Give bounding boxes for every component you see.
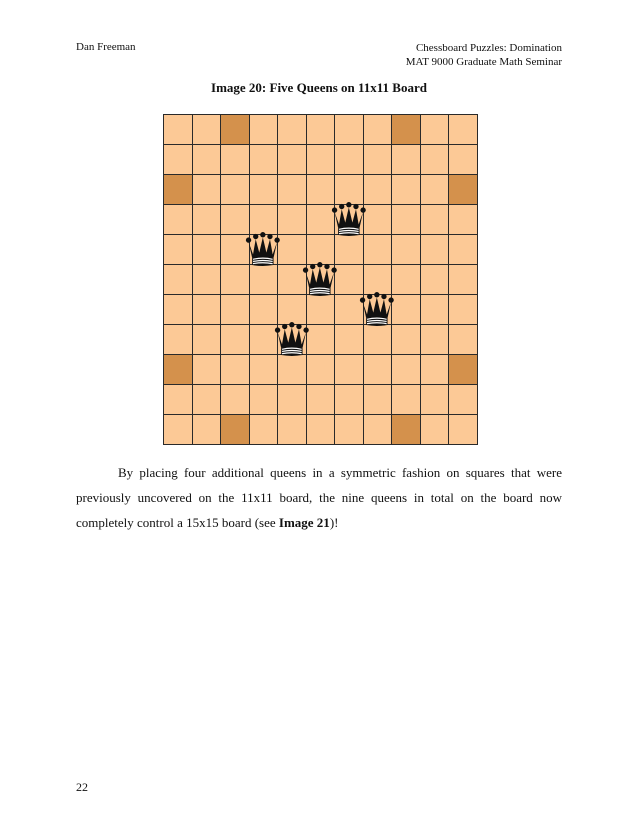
board-square-r9-c2	[220, 384, 250, 415]
chessboard	[163, 114, 477, 444]
board-square-r10-c5	[306, 414, 336, 445]
board-square-r9-c4	[277, 384, 307, 415]
board-square-r0-c2	[220, 114, 250, 145]
board-square-r2-c1	[192, 174, 222, 205]
board-square-r3-c0	[163, 204, 193, 235]
board-square-r0-c7	[363, 114, 393, 145]
board-square-r8-c9	[420, 354, 450, 385]
board-square-r8-c10	[448, 354, 478, 385]
board-square-r8-c2	[220, 354, 250, 385]
board-square-r10-c10	[448, 414, 478, 445]
board-square-r10-c1	[192, 414, 222, 445]
board-square-r1-c5	[306, 144, 336, 175]
header-right	[406, 41, 562, 69]
board-square-r10-c9	[420, 414, 450, 445]
board-square-r1-c8	[391, 144, 421, 175]
board-square-r6-c2	[220, 294, 250, 325]
board-square-r2-c10	[448, 174, 478, 205]
board-square-r1-c0	[163, 144, 193, 175]
black-queen-icon	[302, 261, 338, 297]
board-square-r1-c3	[249, 144, 279, 175]
board-square-r10-c7	[363, 414, 393, 445]
board-square-r7-c6	[334, 324, 364, 355]
board-square-r10-c0	[163, 414, 193, 445]
board-square-r6-c9	[420, 294, 450, 325]
board-square-r9-c5	[306, 384, 336, 415]
board-square-r8-c6	[334, 354, 364, 385]
board-square-r6-c5	[306, 294, 336, 325]
board-square-r7-c7	[363, 324, 393, 355]
board-square-r0-c6	[334, 114, 364, 145]
board-square-r1-c1	[192, 144, 222, 175]
board-square-r5-c9	[420, 264, 450, 295]
board-square-r1-c2	[220, 144, 250, 175]
board-square-r8-c8	[391, 354, 421, 385]
board-square-r3-c8	[391, 204, 421, 235]
board-square-r10-c6	[334, 414, 364, 445]
board-square-r5-c3	[249, 264, 279, 295]
board-square-r9-c3	[249, 384, 279, 415]
header-title: Chessboard Puzzles: Domination	[415, 42, 562, 54]
board-square-r3-c10	[448, 204, 478, 235]
board-square-r4-c10	[448, 234, 478, 265]
board-square-r2-c9	[420, 174, 450, 205]
board-square-r1-c4	[277, 144, 307, 175]
board-square-r2-c2	[220, 174, 250, 205]
board-square-r8-c0	[163, 354, 193, 385]
board-square-r0-c4	[277, 114, 307, 145]
board-square-r5-c1	[192, 264, 222, 295]
board-square-r8-c3	[249, 354, 279, 385]
board-square-r1-c7	[363, 144, 393, 175]
body-text-before: By placing four additional queens in a symmetric fashion on squares that were previously uncovered on the 11x11 board, the nine queens in total on the board now completely control a 15x15 board (see	[76, 465, 562, 530]
board-square-r8-c4	[277, 354, 307, 385]
board-square-r7-c8	[391, 324, 421, 355]
figure-caption: Image 20: Five Queens on 11x11 Board	[211, 80, 427, 95]
board-square-r8-c5	[306, 354, 336, 385]
board-square-r6-c1	[192, 294, 222, 325]
board-square-r7-c2	[220, 324, 250, 355]
board-square-r5-c8	[391, 264, 421, 295]
board-square-r2-c7	[363, 174, 393, 205]
board-square-r10-c3	[249, 414, 279, 445]
board-square-r10-c2	[220, 414, 250, 445]
board-square-r5-c2	[220, 264, 250, 295]
board-square-r2-c4	[277, 174, 307, 205]
black-queen-icon	[245, 231, 281, 267]
board-square-r4-c9	[420, 234, 450, 265]
board-square-r5-c10	[448, 264, 478, 295]
board-square-r4-c6	[334, 234, 364, 265]
board-square-r9-c7	[363, 384, 393, 415]
board-square-r7-c0	[163, 324, 193, 355]
board-square-r4-c1	[192, 234, 222, 265]
board-square-r2-c8	[391, 174, 421, 205]
board-square-r4-c8	[391, 234, 421, 265]
board-square-r3-c4	[277, 204, 307, 235]
page-number: 22	[76, 780, 88, 794]
board-square-r6-c10	[448, 294, 478, 325]
board-square-r4-c0	[163, 234, 193, 265]
board-square-r3-c7	[363, 204, 393, 235]
image-reference: Image 21	[278, 515, 330, 530]
black-queen-icon	[359, 291, 395, 327]
board-square-r7-c5	[306, 324, 336, 355]
board-square-r6-c0	[163, 294, 193, 325]
board-square-r0-c0	[163, 114, 193, 145]
board-square-r3-c9	[420, 204, 450, 235]
board-square-r9-c9	[420, 384, 450, 415]
board-square-r1-c9	[420, 144, 450, 175]
board-square-r0-c9	[420, 114, 450, 145]
board-square-r2-c3	[249, 174, 279, 205]
board-square-r0-c3	[249, 114, 279, 145]
board-square-r1-c10	[448, 144, 478, 175]
board-square-r5-c0	[163, 264, 193, 295]
board-square-r8-c1	[192, 354, 222, 385]
board-square-r8-c7	[363, 354, 393, 385]
board-square-r3-c1	[192, 204, 222, 235]
board-square-r9-c6	[334, 384, 364, 415]
board-square-r2-c0	[163, 174, 193, 205]
board-square-r1-c6	[334, 144, 364, 175]
board-square-r6-c8	[391, 294, 421, 325]
board-square-r9-c0	[163, 384, 193, 415]
board-square-r7-c9	[420, 324, 450, 355]
header-author: Dan Freeman	[76, 41, 136, 53]
board-square-r7-c1	[192, 324, 222, 355]
board-square-r7-c10	[448, 324, 478, 355]
board-square-r0-c5	[306, 114, 336, 145]
board-square-r9-c10	[448, 384, 478, 415]
header-course: MAT 9000 Graduate Math Seminar	[405, 56, 562, 68]
black-queen-icon	[274, 321, 310, 357]
board-square-r0-c1	[192, 114, 222, 145]
board-square-r4-c7	[363, 234, 393, 265]
board-square-r9-c1	[192, 384, 222, 415]
board-square-r0-c8	[391, 114, 421, 145]
board-square-r0-c10	[448, 114, 478, 145]
black-queen-icon	[331, 201, 367, 237]
body-paragraph	[76, 460, 562, 535]
board-square-r10-c8	[391, 414, 421, 445]
board-square-r10-c4	[277, 414, 307, 445]
body-text-after: )!	[329, 515, 339, 530]
board-square-r9-c8	[391, 384, 421, 415]
